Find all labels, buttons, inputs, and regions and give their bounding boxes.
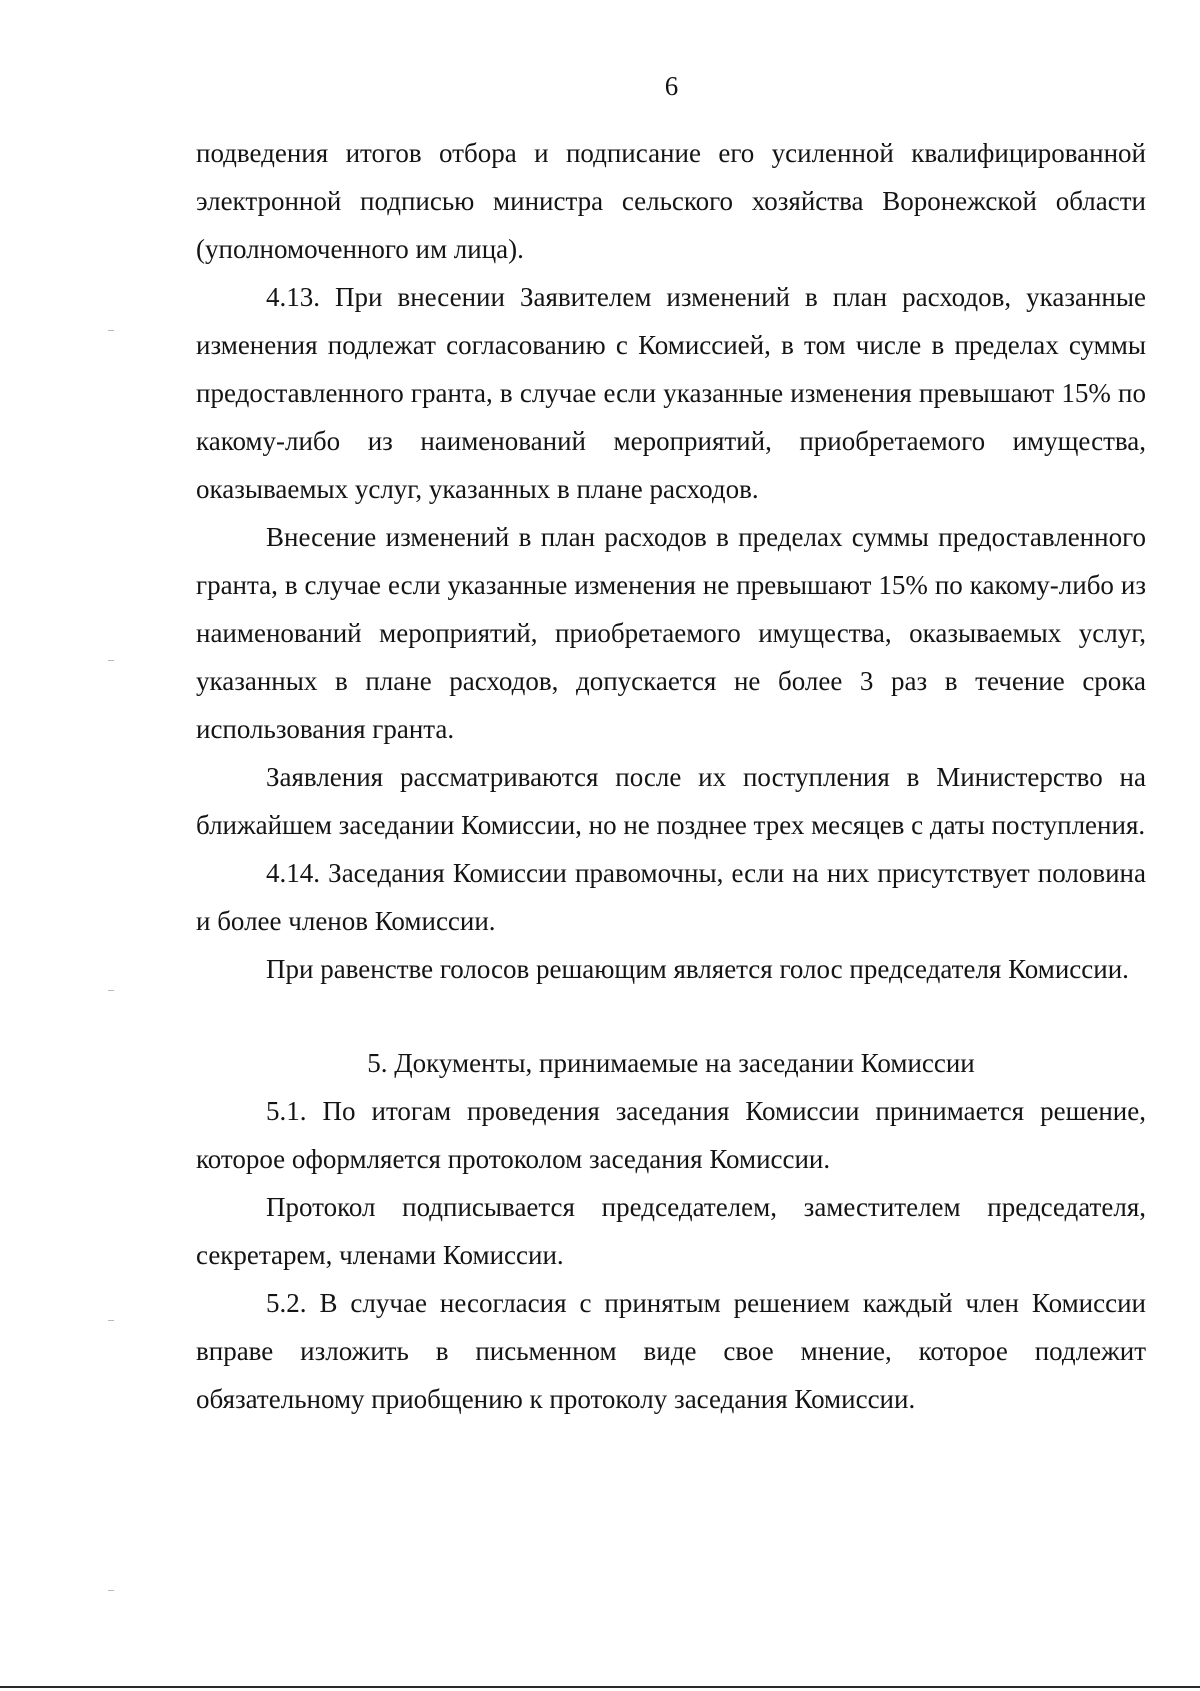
paragraph: При равенстве голосов решающим является голос председателя Комиссии. — [266, 954, 1129, 984]
paragraph-5-1: 5.1. По итогам проведения заседания Комиссии принимается решение, которое оформляется протоколом заседания Комиссии. — [196, 1096, 1146, 1174]
document-body — [196, 129, 1146, 1423]
paragraph: подведения итогов отбора и подписание его усиленной квалифицированной электронной подписью министра сельского хозяйства Воронежской области (уполномоченного им лица). — [196, 138, 1146, 264]
margin-tick — [108, 1590, 114, 1591]
margin-tick — [108, 660, 114, 661]
paragraph: Внесение изменений в план расходов в пределах суммы предоставленного гранта, в случае если указанные изменения не превышают 15% по какому-либо из наименований мероприятий, приобретаемого имущества, оказываемых услуг, указанных в плане расходов, допускается не более 3 раз в течение срока использования гранта. — [196, 522, 1146, 744]
margin-tick — [108, 330, 114, 331]
margin-tick — [108, 990, 114, 991]
paragraph-5-2: 5.2. В случае несогласия с принятым решением каждый член Комиссии вправе изложить в письменном виде свое мнение, которое подлежит обязательному приобщению к протоколу заседания Комиссии. — [196, 1288, 1146, 1414]
margin-tick — [108, 1320, 114, 1321]
page-number: 6 — [664, 71, 679, 101]
paragraph: Протокол подписывается председателем, заместителем председателя, секретарем, членами Комиссии. — [196, 1192, 1146, 1270]
bottom-rule — [0, 1686, 1200, 1688]
section-heading: 5. Документы, принимаемые на заседании Комиссии — [367, 1048, 975, 1078]
paragraph-4-14: 4.14. Заседания Комиссии правомочны, если на них присутствует половина и более членов Комиссии. — [196, 858, 1146, 936]
paragraph: Заявления рассматриваются после их поступления в Министерство на ближайшем заседании Комиссии, но не позднее трех месяцев с даты поступления. — [196, 762, 1146, 840]
paragraph-4-13: 4.13. При внесении Заявителем изменений в план расходов, указанные изменения подлежат согласованию с Комиссией, в том числе в пределах суммы предоставленного гранта, в случае если указанные изменения превышают 15% по какому-либо из наименований мероприятий, приобретаемого имущества, оказываемых услуг, указанных в плане расходов. — [196, 282, 1146, 504]
